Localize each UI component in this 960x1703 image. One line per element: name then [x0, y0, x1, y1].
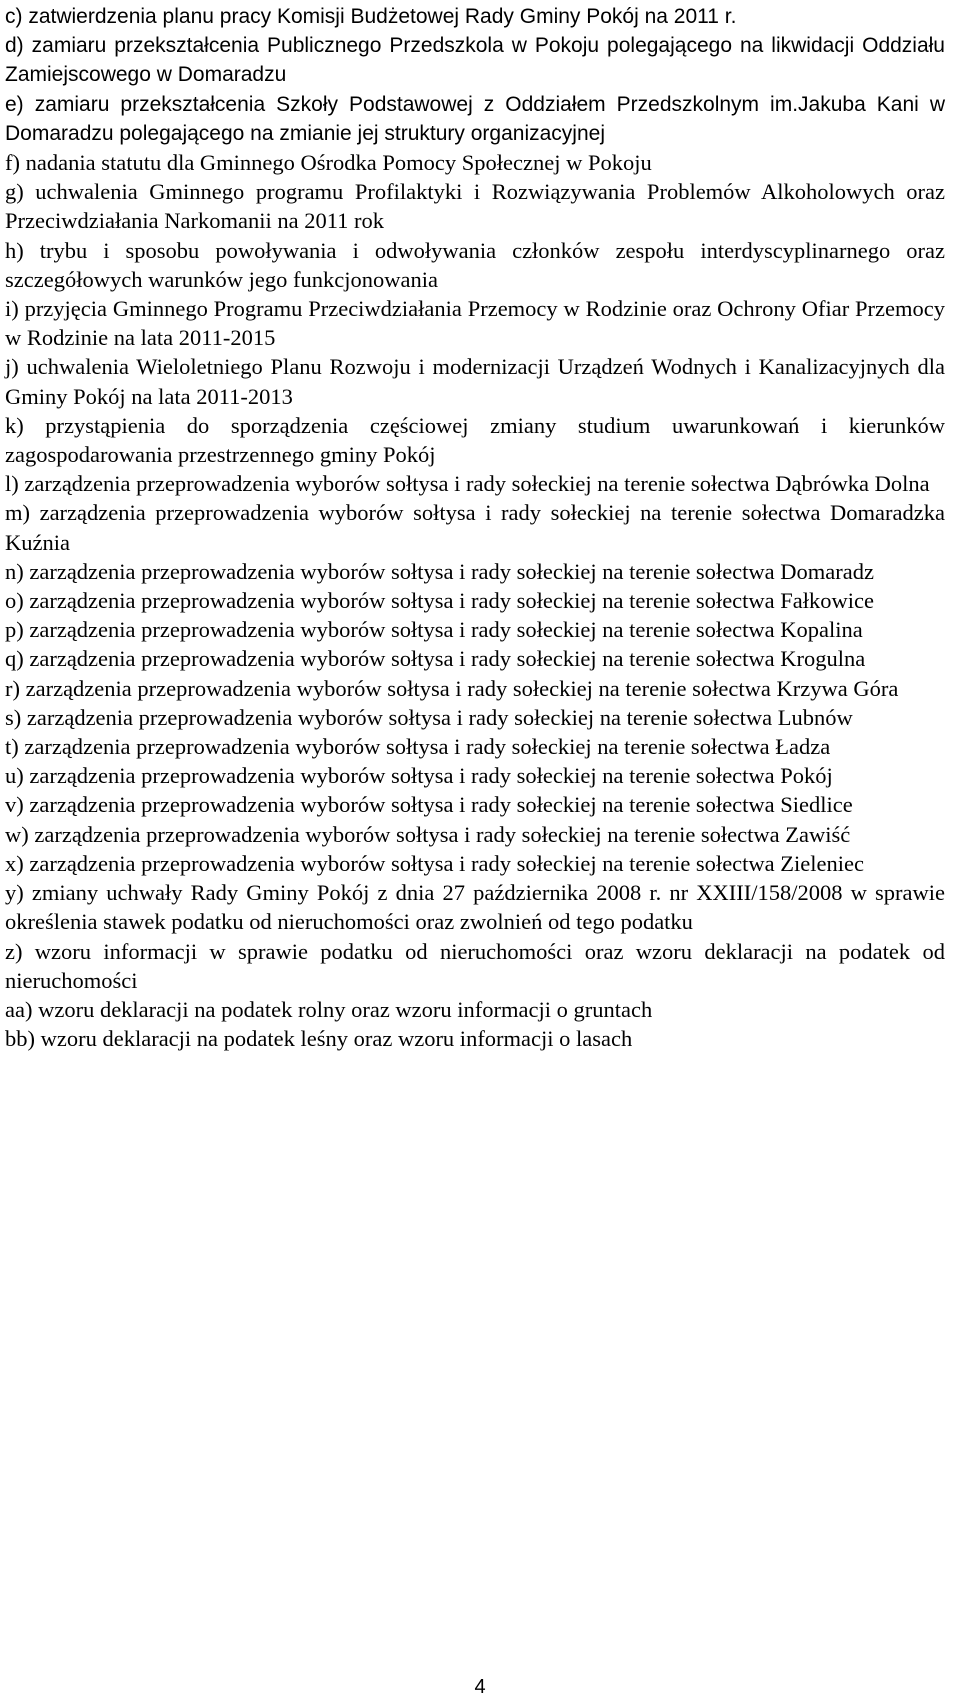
page-number: 4 — [474, 1676, 486, 1698]
document-body — [5, 2, 945, 1053]
list-item-p: p) zarządzenia przeprowadzenia wyborów sołtysa i rady sołeckiej na terenie sołectwa Kopalina — [5, 617, 863, 643]
list-item-bb: bb) wzoru deklaracji na podatek leśny oraz wzoru informacji o lasach — [5, 1026, 633, 1052]
list-item-k: k) przystąpienia do sporządzenia częściowej zmiany studium uwarunkowań i kierunków zagospodarowania przestrzennego gminy Pokój — [5, 412, 945, 468]
list-item-c: c) zatwierdzenia planu pracy Komisji Budżetowej Rady Gminy Pokój na 2011 r. — [5, 5, 737, 28]
list-item-v: v) zarządzenia przeprowadzenia wyborów sołtysa i rady sołeckiej na terenie sołectwa Siedlice — [5, 792, 853, 818]
list-item-s: s) zarządzenia przeprowadzenia wyborów sołtysa i rady sołeckiej na terenie sołectwa Lubnów — [5, 704, 853, 730]
list-item-g: g) uchwalenia Gminnego programu Profilaktyki i Rozwiązywania Problemów Alkoholowych oraz Przeciwdziałania Narkomanii na 2011 rok — [5, 179, 945, 234]
list-item-x: x) zarządzenia przeprowadzenia wyborów sołtysa i rady sołeckiej na terenie sołectwa Zieleniec — [5, 850, 864, 876]
list-item-e: e) zamiaru przekształcenia Szkoły Podstawowej z Oddziałem Przedszkolnym im.Jakuba Kani w Domaradzu polegającego na zmianie jej struktury organizacyjnej — [5, 92, 945, 145]
list-item-r: r) zarządzenia przeprowadzenia wyborów sołtysa i rady sołeckiej na terenie sołectwa Krzywa Góra — [5, 675, 899, 701]
list-item-o: o) zarządzenia przeprowadzenia wyborów sołtysa i rady sołeckiej na terenie sołectwa Fałkowice — [5, 588, 874, 614]
list-item-i: i) przyjęcia Gminnego Programu Przeciwdziałania Przemocy w Rodzinie oraz Ochrony Ofiar Przemocy w Rodzinie na lata 2011-2015 — [5, 296, 945, 351]
list-item-t: t) zarządzenia przeprowadzenia wyborów sołtysa i rady sołeckiej na terenie sołectwa Ładza — [5, 734, 831, 760]
list-item-n: n) zarządzenia przeprowadzenia wyborów sołtysa i rady sołeckiej na terenie sołectwa Domaradz — [5, 558, 874, 584]
list-item-j: j) uchwalenia Wieloletniego Planu Rozwoju i modernizacji Urządzeń Wodnych i Kanalizacyjnych dla Gminy Pokój na lata 2011-2013 — [5, 354, 945, 409]
list-item-m: m) zarządzenia przeprowadzenia wyborów sołtysa i rady sołeckiej na terenie sołectwa Domaradzka Kuźnia — [5, 500, 945, 555]
list-item-aa: aa) wzoru deklaracji na podatek rolny oraz wzoru informacji o gruntach — [5, 996, 653, 1022]
list-item-q: q) zarządzenia przeprowadzenia wyborów sołtysa i rady sołeckiej na terenie sołectwa Krogulna — [5, 646, 866, 672]
list-item-y: y) zmiany uchwały Rady Gminy Pokój z dnia 27 października 2008 r. nr XXIII/158/2008 w sprawie określenia stawek podatku od nieruchomości oraz zwolnień od tego podatku — [5, 880, 945, 935]
list-item-u: u) zarządzenia przeprowadzenia wyborów sołtysa i rady sołeckiej na terenie sołectwa Pokój — [5, 763, 833, 789]
list-item-d: d) zamiaru przekształcenia Publicznego Przedszkola w Pokoju polegającego na likwidacji Oddziału Zamiejscowego w Domaradzu — [5, 34, 945, 87]
list-item-f: f) nadania statutu dla Gminnego Ośrodka Pomocy Społecznej w Pokoju — [5, 150, 652, 176]
list-item-h: h) trybu i sposobu powoływania i odwoływania członków zespołu interdyscyplinarnego oraz szczegółowych warunków jego funkcjonowania — [5, 237, 945, 292]
list-item-z: z) wzoru informacji w sprawie podatku od nieruchomości oraz wzoru deklaracji na podatek od nieruchomości — [5, 938, 945, 993]
list-item-l: l) zarządzenia przeprowadzenia wyborów sołtysa i rady sołeckiej na terenie sołectwa Dąbrówka Dolna — [5, 471, 930, 497]
list-item-w: w) zarządzenia przeprowadzenia wyborów sołtysa i rady sołeckiej na terenie sołectwa Zawiść — [5, 821, 851, 847]
